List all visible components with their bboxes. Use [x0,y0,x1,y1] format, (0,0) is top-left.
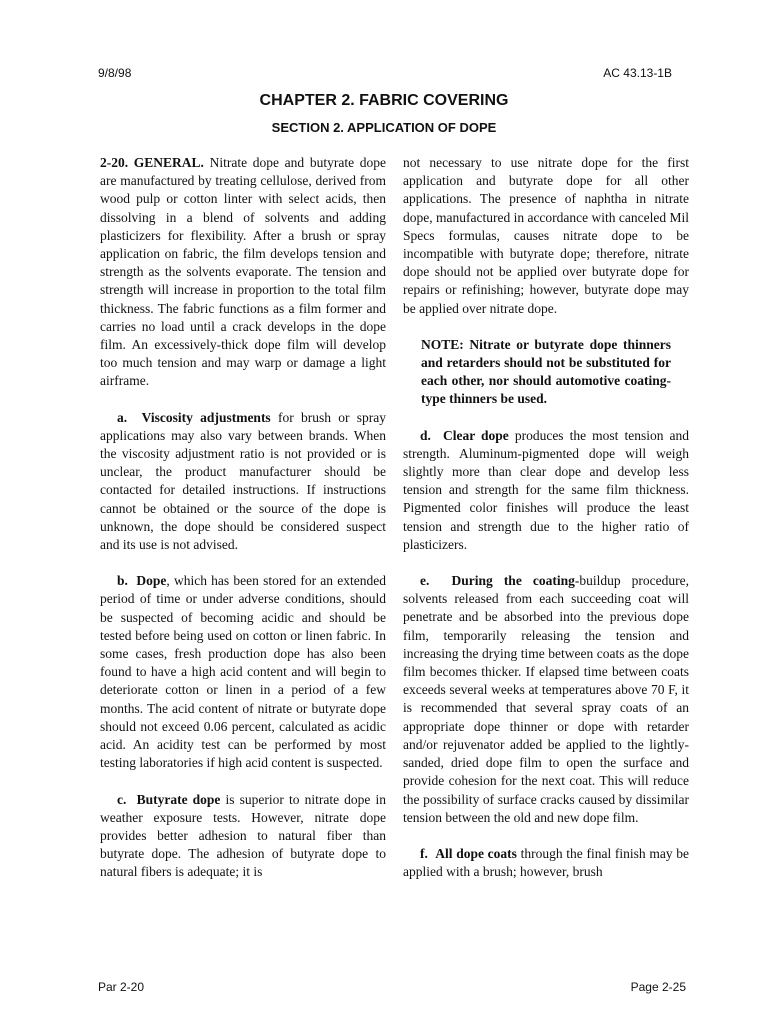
paragraph-d-label: Clear dope [442,427,509,443]
paragraph-e-letter: e. [420,573,430,589]
paragraph-a-label: Viscosity adjustments [141,409,271,425]
paragraph-d-letter: d. [420,427,431,443]
paragraph-a-letter: a. [117,409,128,425]
paragraph-d [403,427,689,554]
paragraph-e-label: During the coating [451,573,575,589]
paragraph-general-text: Nitrate dope and butyrate dope are manufactured by treating cellulose, derived from wood pulp or cotton linter with select acids, then dissolving in a blend of solvents and adding plasticizers for flexibility. After a brush or spray application on fabric, the film develops tension and strength as the solvents evaporate. The tension and strength will increase in proportion to the total film thickness. The fabric functions as a film former and carries no load until a crack develops in the dope film. An excessively-thick dope film will develop too much tension and may warp or damage a light airframe. [100,155,386,389]
paragraph-b-letter: b. [117,573,128,589]
header-document-id: AC 43.13-1B [603,66,672,80]
paragraph-a [100,409,386,555]
header-date: 9/8/98 [98,66,132,80]
footer-paragraph-ref: Par 2-20 [98,980,145,994]
footer-page-number: Page 2-25 [630,980,686,994]
paragraph-general-label: 2-20. GENERAL. [100,155,204,170]
chapter-title: CHAPTER 2. FABRIC COVERING [259,92,509,109]
paragraph-e-text: -buildup procedure, solvents released from each succeeding coat will penetrate and be absorbed into the previous dope film, temporarily releasing the tension and increasing the drying time between coats as the dope film becomes thicker. If elapsed time between coats exceeds several weeks at temperatures above 70 F, it is recommended that several spray coats of an appropriate dope thinner or dope with retarder and/or rejuvenator added be applied to the lightly-sanded, dried dope film to open the surface and provide cohesion for the next coat. This will reduce the possibility of surface cracks caused by dissimilar tension between the old and new dope film. [403,573,690,825]
paragraph-c-continued: not necessary to use nitrate dope for the first application and butyrate dope for all other applications. The presence of naphtha in nitrate dope, manufactured in accordance with canceled Mil Specs formulas, causes nitrate dope to be incompatible with butyrate dope; therefore, nitrate dope should not be applied over butyrate dope for repairs or refinishing; however, butyrate dope may be applied over nitrate dope. [403,155,689,316]
paragraph-f-label: All dope coats [435,845,517,861]
paragraph-b-text: , which has been stored for an extended period of time or under adverse conditions, should be suspected of becoming acidic and should be tested before being used on cotton or linen fabric. In some cases, fresh production dope has also been found to have a high acid content and will begin to deteriorate cotton or linen in a period of a few months. The acid content of nitrate or butyrate dope should not exceed 0.06 percent, calculated as acidic acid. An acidity test can be performed by most testing laboratories if high acid content is suspected. [100,573,386,771]
paragraph-c-text: is superior to nitrate dope in weather exposure tests. However, nitrate dope provides better adhesion to natural fiber than butyrate dope. The adhesion of butyrate dope to natural fibers is adequate; it is [100,791,387,880]
section-title: SECTION 2. APPLICATION OF DOPE [271,120,497,135]
note-box: NOTE: Nitrate or butyrate dope thinners and retarders should not be substituted for each other, nor should automotive coating-type thinners be used. [421,336,671,407]
paragraph-d-text: produces the most tension and strength. Aluminum-pigmented dope will weigh slightly more than clear dope and develop less tension and strength for the same film thickness. Pigmented color finishes will produce the least tension and strength due to the higher ratio of plasticizers. [403,427,689,552]
paragraph-general [100,154,386,391]
paragraph-e [403,572,689,827]
paragraph-b-label: Dope [136,573,167,589]
paragraph-f-letter: f. [420,845,428,861]
left-column [100,154,386,900]
paragraph-f-text: through the final finish may be applied with a brush; however, brush [403,845,690,880]
paragraph-c-letter: c. [117,791,127,807]
paragraph-c [100,791,386,882]
paragraph-c-label: Butyrate dope [136,791,221,807]
paragraph-b [100,572,386,772]
paragraph-a-text: for brush or spray applications may also vary between brands. When the viscosity adjustment ratio is not provided or is unclear, the product manufacturer should be contacted for detailed instructions. If instructions cannot be obtained or the source of the dope is unknown, the dope should be considered suspect and its use is not advised. [100,409,387,553]
right-column [403,154,689,899]
paragraph-f [403,845,689,881]
